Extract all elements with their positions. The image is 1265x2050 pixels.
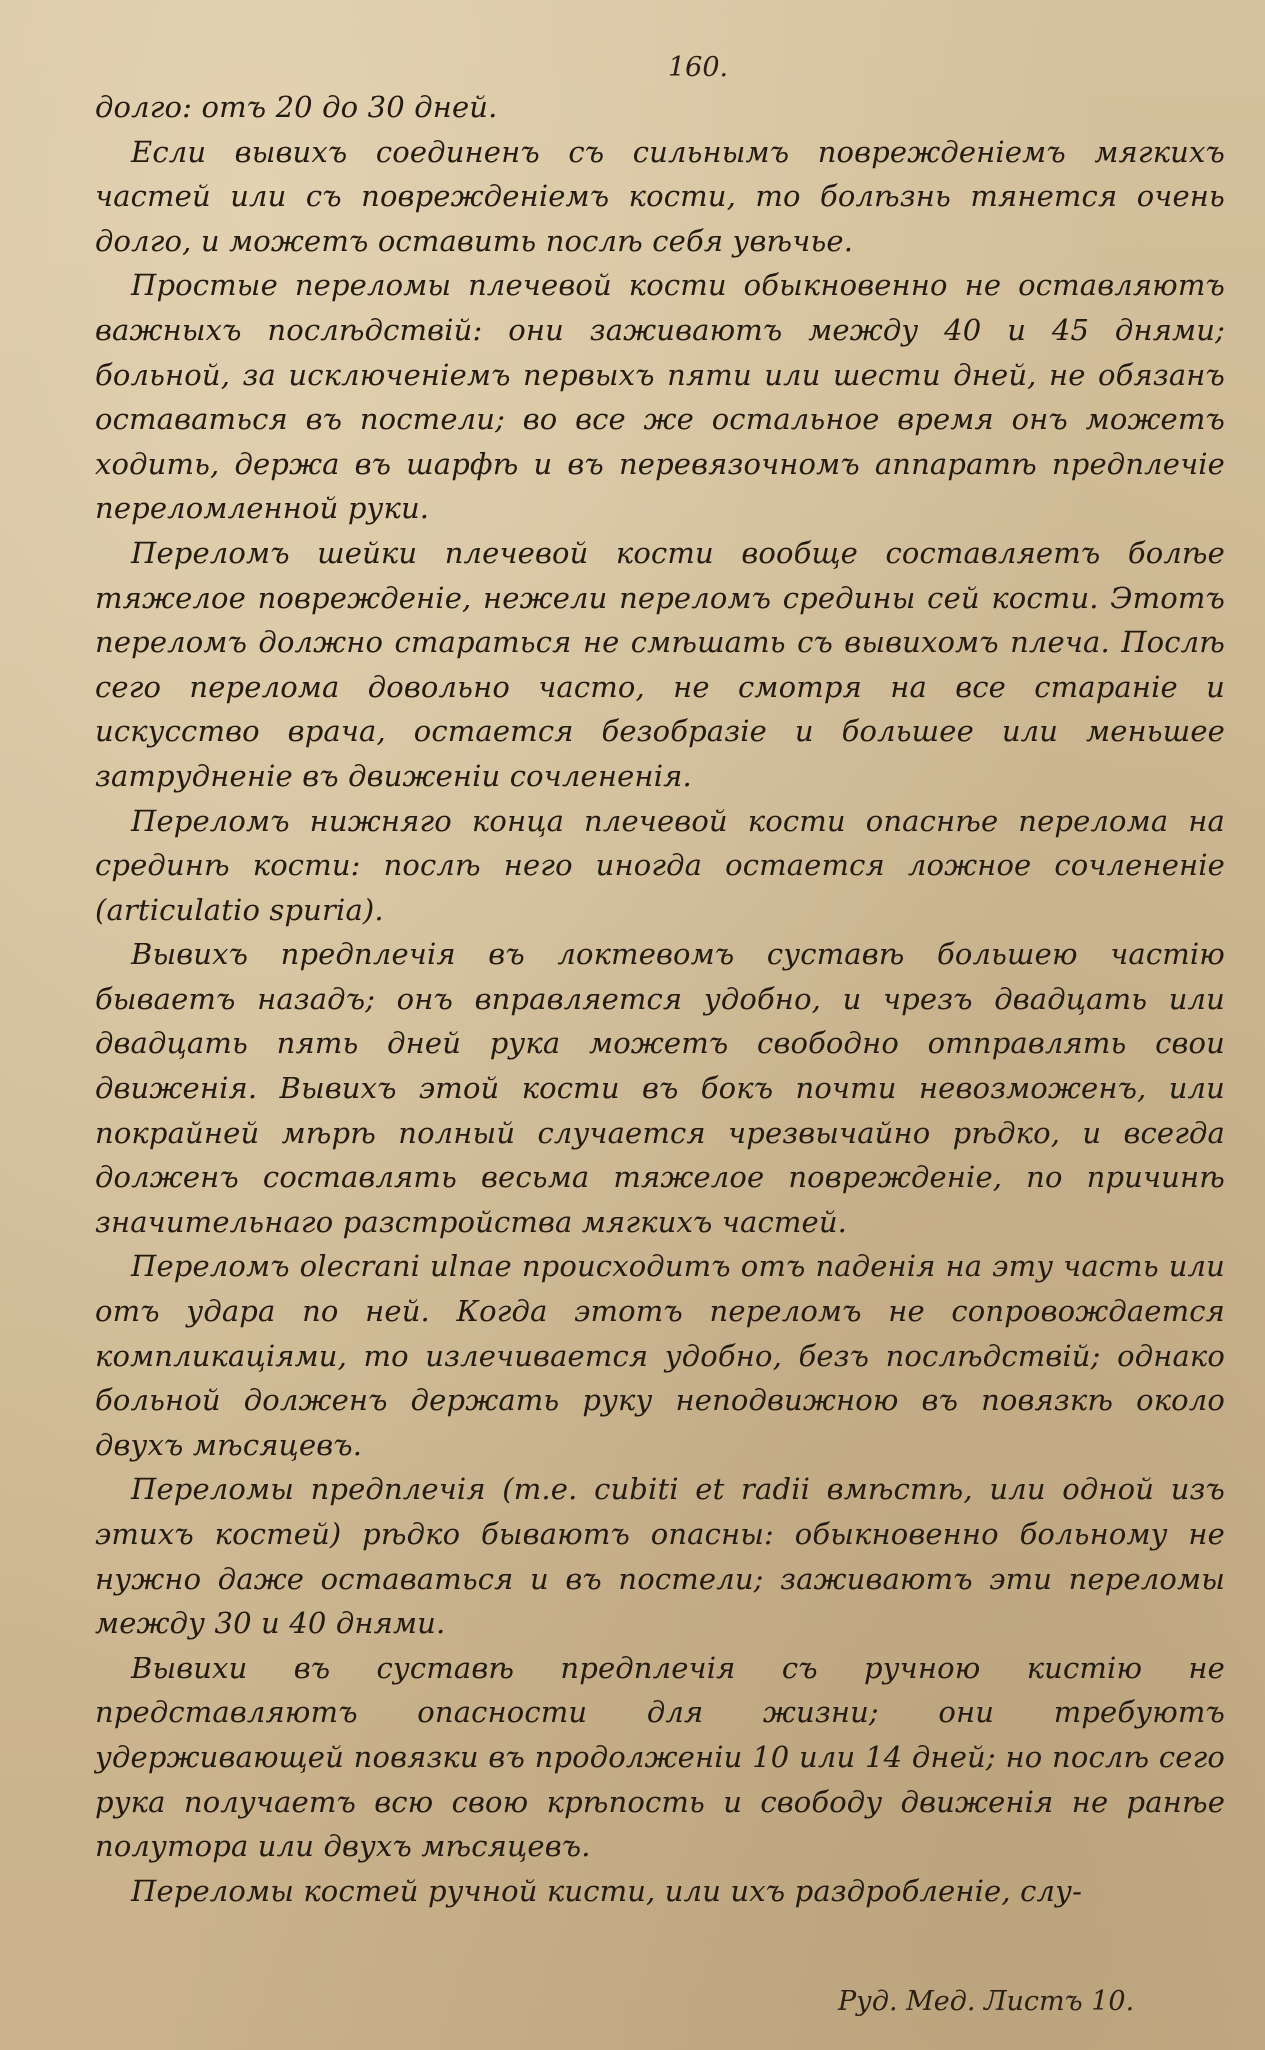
paragraph-2: Если вывихъ соединенъ съ сильнымъ поврежденіемъ мягкихъ частей или съ поврежденіемъ кости, то болѣзнь тянется очень долго, и можетъ оставить послѣ себя увѣчье.: [95, 134, 1225, 258]
paragraph-1: долго: отъ 20 до 30 дней.: [95, 90, 498, 124]
paragraph-5: Переломъ нижняго конца плечевой кости опаснѣе перелома на срединѣ кости: послѣ него иногда остается ложное сочлененіе (articulatio spuria).: [95, 803, 1225, 927]
paragraph-10: Переломы костей ручной кисти, или ихъ раздробленіе, слу-: [131, 1873, 1083, 1908]
paragraph-6: Вывихъ предплечія въ локтевомъ суставѣ большею частію бываетъ назадъ; онъ вправляется удобно, и чрезъ двадцать или двадцать пять дней рука можетъ свободно отправлять свои движенія. Вывихъ этой кости въ бокъ почти невозможенъ, или покрайней мѣрѣ полный случается чрезвычайно рѣдко, и всегда долженъ составлять весьма тяжелое поврежденіе, по причинѣ значительнаго разстройства мягкихъ частей.: [95, 937, 1225, 1239]
sheet-signature: Руд. Мед. Листъ 10.: [838, 1986, 1135, 2017]
paragraph-7: Переломъ olecrani ulnae происходитъ отъ паденія на эту часть или отъ удара по ней. Когда этотъ переломъ не сопровождается компликаціями, то излечивается удобно, безъ послѣдствій; однако больной долженъ держать руку неподвижною въ повязкѣ около двухъ мѣсяцевъ.: [95, 1249, 1225, 1462]
paragraph-4: Переломъ шейки плечевой кости вообще составляетъ болѣе тяжелое поврежденіе, нежели переломъ средины сей кости. Этотъ переломъ должно стараться не смѣшать съ вывихомъ плеча. Послѣ сего перелома довольно часто, не смотря на все стараніе и искусство врача, остается безобразіе и большее или меньшее затрудненіе въ движеніи сочлененія.: [95, 535, 1225, 793]
manuscript-text: [95, 85, 1225, 1913]
page-number: 160.: [668, 52, 729, 83]
paragraph-9: Вывихи въ суставѣ предплечія съ ручною кистію не представляютъ опасности для жизни; они требуютъ удерживающей повязки въ продолженіи 10 или 14 дней; но послѣ сего рука получаетъ всю свою крѣпость и свободу движенія не ранѣе полутора или двухъ мѣсяцевъ.: [95, 1650, 1225, 1864]
paragraph-3: Простые переломы плечевой кости обыкновенно не оставляютъ важныхъ послѣдствій: они заживаютъ между 40 и 45 днями; больной, за исключеніемъ первыхъ пяти или шести дней, не обязанъ оставаться въ постели; во все же остальное время онъ можетъ ходить, держа въ шарфѣ и въ перевязочномъ аппаратѣ предплечіе переломленной руки.: [95, 268, 1225, 526]
paragraph-8: Переломы предплечія (т.е. cubiti et radii вмѣстѣ, или одной изъ этихъ костей) рѣдко бываютъ опасны: обыкновенно больному не нужно даже оставаться и въ постели; заживаютъ эти переломы между 30 и 40 днями.: [95, 1472, 1225, 1641]
